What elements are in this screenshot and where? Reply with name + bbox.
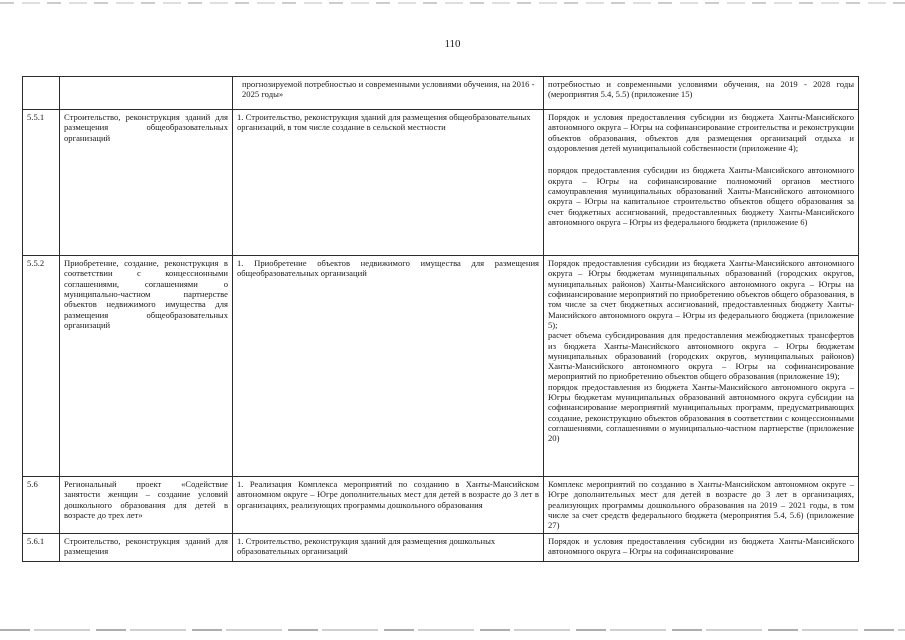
cell-number: 5.5.1 <box>23 110 60 256</box>
cell-name: Приобретение, создание, реконструкция в соответствии с концессионными соглашениями, соглашениями о муниципально-частном партнерстве объектов недвижимого имущества для размещения общеобразовательных организаций <box>60 256 233 477</box>
cell-name: Строительство, реконструкция зданий для размещения <box>60 534 233 562</box>
document-item: порядок предоставления из бюджета Ханты-Мансийского автономного округа – Югры бюджетам муниципальных образований автономного округа субсидии на софинансирование мероприятий муниципальных программ, предусматривающих создание, реконструкцию объектов образования в соответствии с концессионными соглашениями, соглашениями о муниципально-частном партнерстве (приложение 20) <box>548 381 854 444</box>
scan-edge-bottom <box>0 629 905 631</box>
document-item: порядок предоставления субсидии из бюджета Ханты-Мансийского автономного округа – Югры на софинансирование полномочий органов местного самоуправления муниципальных образований Ханты-Мансийского автономного округа – Югры на капитальное строительство объектов общего образования за счет бюджетных ассигнований, предоставленных бюджету Ханты-Мансийского автономного округа – Югры из федерального бюджета (приложение 6) <box>548 165 854 227</box>
cell-direction <box>233 110 544 256</box>
document-item: потребностью и современными условиями обучения, на 2019 - 2028 годы (мероприятия 5.4, 5.5) (приложение 15) <box>548 79 854 100</box>
direction-text: 1. Реализация Комплекса мероприятий по созданию в Ханты-Мансийском автономном округе – Югре дополнительных мест для детей в возрасте до 3 лет в организациях, реализующих программы дошкольного образования <box>237 479 539 510</box>
cell-documents <box>544 534 859 562</box>
cell-name: Строительство, реконструкция зданий для размещения общеобразовательных организаций <box>60 110 233 256</box>
cell-direction <box>233 534 544 562</box>
direction-text: прогнозируемой потребностью и современными условиями обучения, на 2016 - 2025 годы» <box>242 79 535 100</box>
cell-documents <box>544 477 859 534</box>
program-table <box>22 76 859 562</box>
document-item: Порядок предоставления субсидии из бюджета Ханты-Мансийского автономного округа – Югры бюджетам муниципальных образований (городских округов, муниципальных районов) Ханты-Мансийского автономного округа – Югры на софинансирование мероприятий по приобретению объектов общего образования, в том числе за счет бюджетных ассигнований, предоставленных бюджету Ханты-Мансийского автономного округа – Югры из федерального бюджета (приложение 5); <box>548 258 854 330</box>
cell-name: Региональный проект «Содействие занятости женщин – создание условий дошкольного образования для детей в возрасте до трех лет» <box>60 477 233 534</box>
table-row-5-5-1 <box>23 110 859 256</box>
cell-number: 5.5.2 <box>23 256 60 477</box>
table-row-5-5-2 <box>23 256 859 477</box>
table-row-5-6-1 <box>23 534 859 562</box>
scan-edge-top <box>0 2 905 4</box>
cell-direction <box>233 256 544 477</box>
cell-number: 5.6.1 <box>23 534 60 562</box>
page-number: 110 <box>444 38 461 50</box>
cell-direction <box>233 77 544 110</box>
cell-direction <box>233 477 544 534</box>
cell-documents <box>544 110 859 256</box>
direction-text: 1. Строительство, реконструкция зданий для размещения дошкольных образовательных организаций <box>237 536 496 557</box>
document-item: Комплекс мероприятий по созданию в Ханты-Мансийском автономном округе – Югре дополнительных мест для детей в возрасте до 3 лет в организациях, реализующих программы дошкольного образования на 2019 – 2021 годы, в том числе за счет средств федерального бюджета (мероприятия 5.4, 5.6) (приложение 27) <box>548 479 854 531</box>
cell-number: 5.6 <box>23 477 60 534</box>
cell-name <box>60 77 233 110</box>
cell-documents <box>544 77 859 110</box>
document-item: Порядок и условия предоставления субсидии из бюджета Ханты-Мансийского автономного округа – Югры на софинансирование строительства и реконструкции объектов образования, объектов для размещения организаций отдыха и оздоровления детей муниципальной собственности (приложение 4); <box>548 112 854 153</box>
direction-text: 1. Приобретение объектов недвижимого имущества для размещения общеобразовательных организаций <box>237 258 539 279</box>
cell-documents <box>544 256 859 477</box>
document-item: расчет объема субсидирования для предоставления межбюджетных трансфертов из бюджета Ханты-Мансийского автономного округа – Югры бюджетам муниципальных образований (городских округов, муниципальных районов) Ханты-Мансийского автономного округа – Югры на софинансирование мероприятий по приобретению объектов общего образования (приложение 19); <box>548 330 854 382</box>
table-row-5-6 <box>23 477 859 534</box>
table-row-continuation <box>23 77 859 110</box>
direction-text: 1. Строительство, реконструкция зданий для размещения общеобразовательных организаций, в том числе создание в сельской местности <box>237 112 531 133</box>
document-item: Порядок и условия предоставления субсидии из бюджета Ханты-Мансийского автономного округа – Югры на софинансирование <box>548 536 854 557</box>
cell-number <box>23 77 60 110</box>
